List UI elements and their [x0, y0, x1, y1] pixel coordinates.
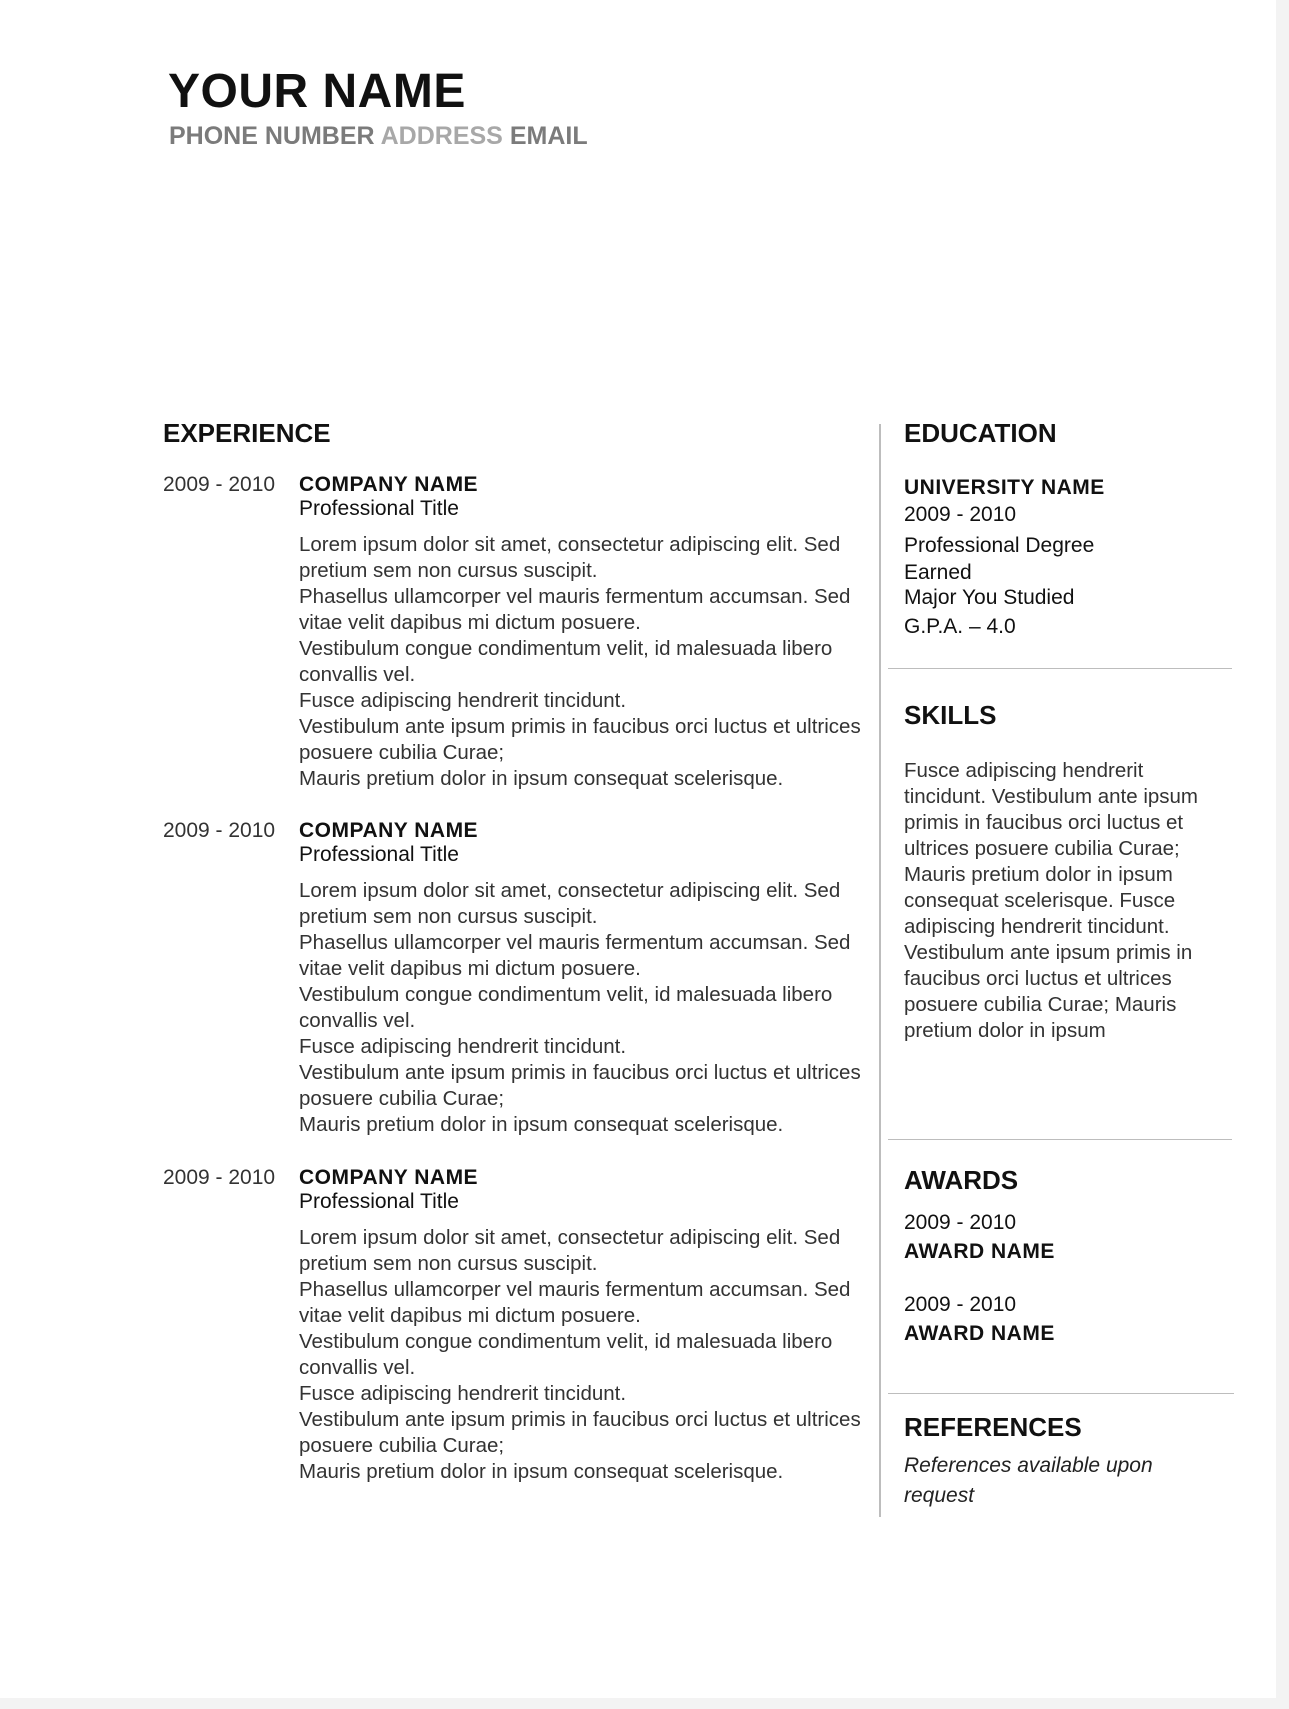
- job-line: Fusce adipiscing hendrerit tincidunt.: [299, 1035, 627, 1058]
- job-line: Mauris pretium dolor in ipsum consequat scelerisque.: [299, 767, 784, 790]
- job-line: Lorem ipsum dolor sit amet, consectetur adipiscing elit. Sed pretium sem non cursus suscipit.: [299, 879, 841, 928]
- job-line: Fusce adipiscing hendrerit tincidunt.: [299, 1382, 627, 1405]
- job-line: Lorem ipsum dolor sit amet, consectetur adipiscing elit. Sed pretium sem non cursus suscipit.: [299, 1226, 841, 1275]
- job-date: 2009 - 2010: [163, 1166, 276, 1189]
- job-line: Mauris pretium dolor in ipsum consequat scelerisque.: [299, 1460, 784, 1483]
- company-name: COMPANY NAME: [299, 473, 479, 496]
- company-name: COMPANY NAME: [299, 1166, 479, 1189]
- awards-heading: AWARDS: [904, 1165, 1019, 1195]
- job-line: Vestibulum congue condimentum velit, id malesuada libero convallis vel.: [299, 1330, 833, 1379]
- contact-line: [169, 122, 588, 151]
- job-title: Professional Title: [299, 1190, 459, 1213]
- major: Major You Studied: [904, 586, 1075, 609]
- address: ADDRESS: [380, 122, 503, 150]
- job-title: Professional Title: [299, 843, 459, 866]
- phone-number: PHONE NUMBER: [169, 122, 375, 150]
- job-line: Fusce adipiscing hendrerit tincidunt.: [299, 689, 627, 712]
- references-heading: REFERENCES: [904, 1412, 1082, 1442]
- awards-block: [904, 1209, 1224, 1347]
- skills-text: Fusce adipiscing hendrerit tincidunt. Vestibulum ante ipsum primis in faucibus orci luctus et ultrices posuere cubilia Curae; Mauris pretium dolor in ipsum consequat scelerisque. Fusce adipiscing hendrerit tincidunt. Vestibulum ante ipsum primis in faucibus orci luctus et ultrices posuere cubilia Curae; Mauris pretium dolor in ipsum: [904, 759, 1198, 1042]
- company-name: COMPANY NAME: [299, 819, 479, 842]
- gpa: G.P.A. – 4.0: [904, 615, 1016, 638]
- section-divider: [888, 1393, 1234, 1394]
- job-line: Vestibulum congue condimentum velit, id malesuada libero convallis vel.: [299, 983, 833, 1032]
- job-line: Mauris pretium dolor in ipsum consequat scelerisque.: [299, 1113, 784, 1136]
- job-title: Professional Title: [299, 497, 459, 520]
- job-description: [299, 532, 869, 792]
- resume-name: YOUR NAME: [168, 65, 466, 118]
- award-date: 2009 - 2010: [904, 1211, 1017, 1234]
- job-description: [299, 1225, 869, 1485]
- university-name: UNIVERSITY NAME: [904, 476, 1105, 499]
- education-block: [904, 474, 1224, 640]
- job-date: 2009 - 2010: [163, 819, 276, 842]
- job-line: Vestibulum ante ipsum primis in faucibus orci luctus et ultrices posuere cubilia Curae;: [299, 715, 861, 764]
- job-line: Phasellus ullamcorper vel mauris fermentum accumsan. Sed vitae velit dapibus mi dictum posuere.: [299, 585, 851, 634]
- skills-heading: SKILLS: [904, 700, 997, 730]
- job-line: Lorem ipsum dolor sit amet, consectetur adipiscing elit. Sed pretium sem non cursus suscipit.: [299, 533, 841, 582]
- job-description: [299, 878, 869, 1138]
- job-date: 2009 - 2010: [163, 473, 276, 496]
- experience-heading: EXPERIENCE: [163, 418, 331, 448]
- award-date: 2009 - 2010: [904, 1293, 1017, 1316]
- degree: Professional Degree: [904, 534, 1095, 557]
- references-text: References available upon request: [904, 1454, 1153, 1507]
- education-years: 2009 - 2010: [904, 503, 1017, 526]
- section-divider: [888, 668, 1232, 669]
- job-line: Vestibulum ante ipsum primis in faucibus orci luctus et ultrices posuere cubilia Curae;: [299, 1408, 861, 1457]
- job-line: Vestibulum congue condimentum velit, id malesuada libero convallis vel.: [299, 637, 833, 686]
- email: EMAIL: [509, 122, 588, 150]
- job-line: Phasellus ullamcorper vel mauris fermentum accumsan. Sed vitae velit dapibus mi dictum posuere.: [299, 1278, 851, 1327]
- job-line: Vestibulum ante ipsum primis in faucibus orci luctus et ultrices posuere cubilia Curae;: [299, 1061, 861, 1110]
- award-name: AWARD NAME: [904, 1322, 1055, 1345]
- award-name: AWARD NAME: [904, 1240, 1055, 1263]
- section-divider: [888, 1139, 1232, 1140]
- column-divider: [879, 424, 881, 1517]
- job-line: Phasellus ullamcorper vel mauris fermentum accumsan. Sed vitae velit dapibus mi dictum posuere.: [299, 931, 851, 980]
- education-heading: EDUCATION: [904, 418, 1057, 448]
- degree-earned: Earned: [904, 561, 972, 584]
